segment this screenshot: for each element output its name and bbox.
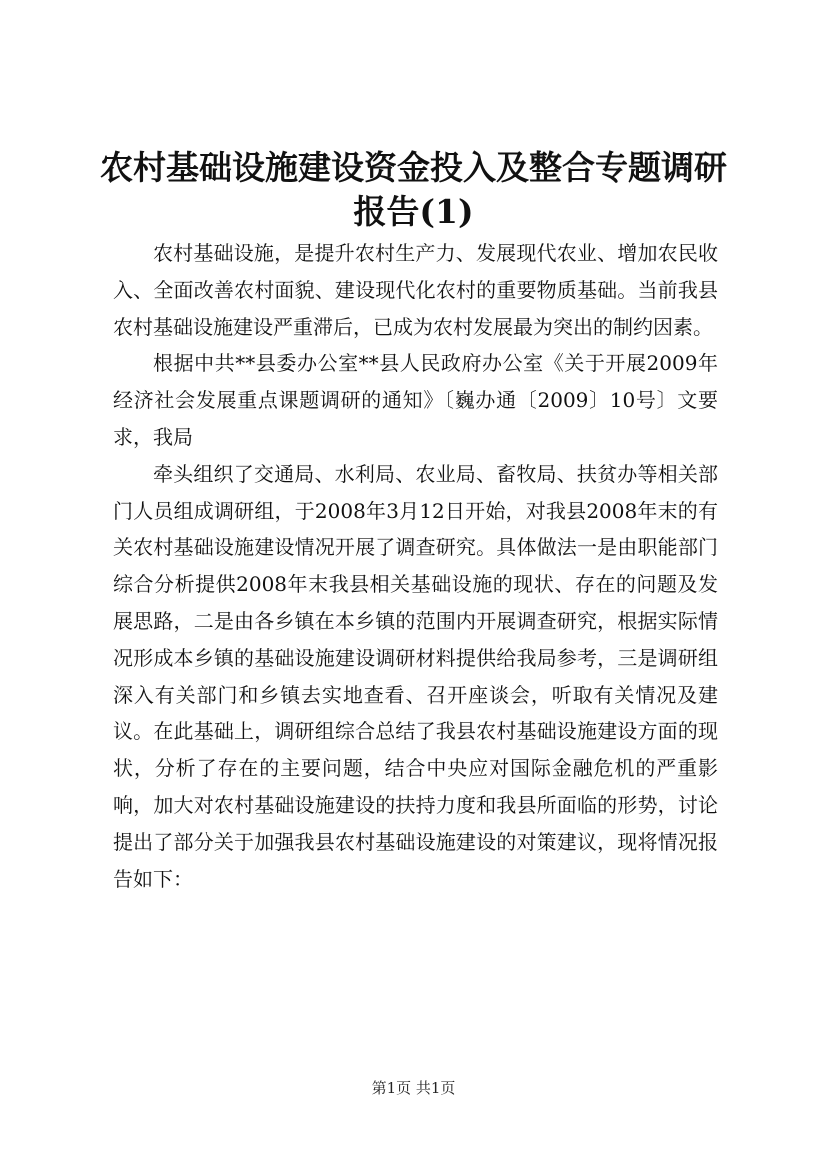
document-title: 农村基础设施建设资金投入及整合专题调研报告(1) — [100, 148, 727, 231]
page-footer: 第1页 共1页 — [371, 1079, 456, 1097]
document-body — [113, 235, 718, 897]
paragraph-3: 牵头组织了交通局、水利局、农业局、畜牧局、扶贫办等相关部门人员组成调研组，于2008年3月12日开始，对我县2008年末的有关农村基础设施建设情况开展了调查研究。具体做法一是由职能部门综合分析提供2008年末我县相关基础设施的现状、存在的问题及发展思路，二是由各乡镇在本乡镇的范围内开展调查研究，根据实际情况形成本乡镇的基础设施建设调研材料提供给我局参考，三是调研组深入有关部门和乡镇去实地查看、召开座谈会，听取有关情况及建议。在此基础上，调研组综合总结了我县农村基础设施建设方面的现状，分析了存在的主要问题，结合中央应对国际金融危机的严重影响，加大对农村基础设施建设的扶持力度和我县所面临的形势，讨论提出了部分关于加强我县农村基础设施建设的对策建议，现将情况报告如下： — [113, 461, 718, 891]
paragraph-1: 农村基础设施，是提升农村生产力、发展现代农业、增加农民收入、全面改善农村面貌、建设现代化农村的重要物质基础。当前我县农村基础设施建设严重滞后，已成为农村发展最为突出的制约因素。 — [113, 241, 718, 339]
paragraph-2: 根据中共**县委办公室**县人民政府办公室《关于开展2009年经济社会发展重点课题调研的通知》〔巍办通〔2009〕10号〕文要求，我局 — [113, 351, 718, 449]
